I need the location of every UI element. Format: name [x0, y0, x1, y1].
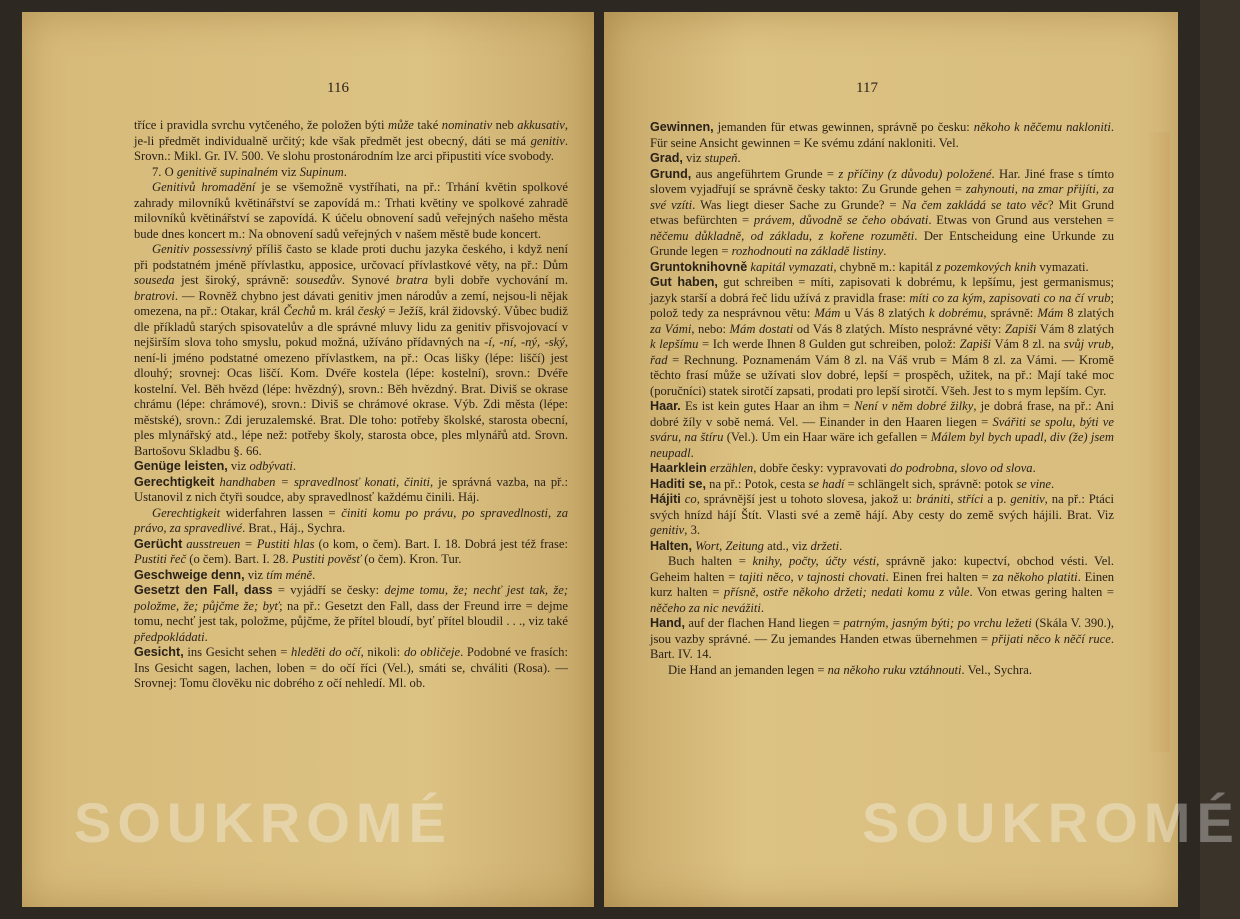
text-run: gut schreiben = míti, zapisovati k dobrému, k lepšímu, jest germanismus; jazyk starší a dobrá řeč lidu užívá z pravidla frase: — [650, 275, 1114, 305]
italic-text: právem, důvodně se čeho obávati — [753, 213, 929, 227]
text-run: . — [737, 151, 741, 165]
dictionary-entry — [650, 399, 1114, 461]
italic-text: na někoho ruku vztáhnouti — [827, 662, 962, 677]
italic-text: tím méně — [266, 567, 313, 582]
text-run: atd., viz — [763, 538, 811, 553]
italic-text: Genitiv possessivný — [152, 242, 252, 256]
italic-text: handhaben = spravedlnosť konati, činiti — [219, 474, 430, 489]
italic-text: přísně, ostře někoho držeti; nedati komu z vůle — [723, 585, 970, 599]
text-run: , je dobrá frase, na př.: Ani dobré žíly v sobě nemá. Vel. — Einander in den Haaren liegen = — [650, 399, 1114, 429]
text-run: viz — [682, 151, 705, 165]
headword: Gerücht — [134, 536, 183, 551]
text-run: 7. O — [152, 164, 177, 179]
text-run: , chybně m.: kapitál — [833, 259, 937, 274]
italic-text: přijati něco k něčí ruce — [991, 631, 1111, 646]
text-run: na př.: Potok, cesta — [706, 476, 809, 491]
dictionary-entry — [650, 120, 1114, 151]
headword: Gesicht, — [134, 645, 184, 659]
italic-text: odbývati — [249, 459, 293, 473]
italic-text: Wort, Zeitung — [695, 538, 764, 553]
dictionary-subentry — [650, 554, 1114, 616]
italic-text: souseda — [134, 273, 175, 287]
headword: Halten, — [650, 538, 692, 553]
text-run: Buch halten = — [668, 554, 753, 568]
italic-text: něčemu důkladně, od základu, z kořene rozuměti — [650, 228, 915, 243]
dictionary-entry — [650, 477, 1114, 493]
text-run: = Ježíš, král židovský. Vůbec budiž dle příkladů starých spisovatelův a dle správné mluvy lidu za genitiv přisvojovací v nejširším slova toho smyslu, pokud možná, užíváno přídavných na — [134, 304, 568, 349]
headword: Haarklein — [650, 461, 707, 475]
text-run: . — [292, 459, 296, 473]
italic-text: za Vámi — [650, 321, 692, 336]
book-gutter — [594, 12, 604, 907]
headword: Gruntoknihovně — [650, 259, 748, 274]
page-number: 116 — [327, 80, 349, 96]
text-run: příliš často se klade proti duchu jazyka českého, i když není při podstatném jméně přívlastku, apposice, určovací přívlastkové věty, na př.: Dům — [134, 242, 568, 272]
text-run: ; polož tedy za nesprávnou větu: — [650, 290, 1114, 320]
headword: Hand, — [650, 616, 685, 630]
dictionary-subentry — [650, 663, 1114, 679]
text-run: (Skála V. 390.), jsou vazby správné. — Zu jemandes Handen etwas übernehmen = — [650, 616, 1114, 646]
dictionary-entry — [650, 539, 1114, 555]
text-run: , je správná vazba, na př.: Ustanovil z nich čtyři soudce, aby spravedlnosť každému činili. Háj. — [134, 474, 569, 504]
text-run: . — [1050, 476, 1055, 491]
italic-text: bratra — [395, 273, 429, 287]
text-run: , správně: — [983, 306, 1038, 320]
italic-text: z pozemkových knih — [936, 259, 1037, 274]
watermark: SOUKROMÉ — [74, 791, 452, 854]
text-run: aus angeführtem Grunde = — [691, 166, 839, 181]
watermark: SOUKROMÉ — [862, 791, 1240, 854]
dictionary-entry — [650, 167, 1114, 260]
page-number: 117 — [856, 80, 878, 96]
italic-text: Málem byl bych upadl, div (že) jsem neupadl — [650, 430, 1114, 460]
headword: Hájiti — [650, 492, 681, 506]
italic-text: ausstreuen = Pustiti hlas — [186, 536, 315, 551]
italic-text: Zapiši — [959, 337, 992, 351]
italic-text: genitivě supinalném — [176, 164, 278, 179]
text-run: 8 zlatých — [1063, 306, 1115, 320]
italic-text: rozhodnouti na základě listiny — [731, 244, 884, 258]
italic-text: může — [387, 118, 414, 132]
text-run: viz — [244, 567, 267, 582]
italic-text: míti co za kým, zapisovati co na čí vrub — [909, 290, 1111, 305]
headword: Haar. — [650, 399, 681, 413]
text-run: jest široký, správně: — [174, 273, 296, 287]
italic-text: tajiti něco, v tajnosti chovati — [739, 569, 886, 584]
dictionary-entry — [650, 275, 1114, 399]
text-run: . Har. Jiné frase s tímto slovem vyjadřují se správně česky takto: Zu Grunde gehen = — [650, 166, 1115, 196]
italic-text: Není v něm dobré žilky — [853, 399, 974, 413]
italic-text: Čechů — [283, 304, 316, 318]
headword: Grad, — [650, 151, 683, 165]
text-run: ; na př.: Gesetzt den Fall, dass der Freund irre = dejme tomu, nechť jest tak, položme, půjčme, že přítel bloudí, byť přítel bloudil . . ., viz také — [134, 598, 569, 628]
italic-text: brániti, stříci — [916, 492, 984, 506]
italic-text: Mám dostati — [729, 321, 794, 336]
headword: Gesetzt den Fall, dass — [134, 583, 273, 597]
text-run: dobré, lepší — [827, 368, 888, 382]
text-run: je se všemožně vystříhati, na př.: Trhání květin spolkové zahrady milovníků květinářství se zapovídá m.: Trhati květiny ve spolkové zahradě milovníků květinářství se zapovídá. K účelu obnovení sadů veřejných našeho města bude dnes koncert m.: Na obnovení sadů veřejných v našem městě bude koncert. — [134, 180, 568, 241]
italic-text: -í, -ní, -ný, -ský — [484, 335, 565, 349]
text-run: . Bart. IV. 14. — [650, 631, 1114, 661]
italic-text: Zapiši — [1004, 321, 1037, 336]
text-run: . Brat., Háj., Sychra. — [242, 521, 346, 535]
text-run: . — [690, 445, 694, 460]
italic-text: Pustiti pověsť — [291, 552, 362, 566]
italic-text: stupeň — [704, 151, 738, 165]
italic-text: Mám — [1037, 306, 1064, 320]
text-run: m. král — [315, 304, 358, 318]
italic-text: Na čem zakládá se tato věc — [901, 197, 1048, 212]
text-column — [134, 118, 568, 692]
dictionary-entry — [134, 645, 568, 692]
italic-text: zahynouti, na zmar přijíti, za své vzíti — [650, 182, 1114, 212]
dictionary-entry — [650, 260, 1114, 276]
italic-text: do obličeje — [403, 645, 461, 659]
dictionary-entry — [650, 151, 1114, 167]
text-run: . — Rovněž chybno jest dávati genitiv jmen národův a zemí, nejsou-li nějak omezena, na př.: Otakar, král — [134, 288, 568, 318]
text-column — [650, 120, 1114, 678]
text-run: . Synové — [341, 273, 396, 287]
text-run: , nebo: — [691, 321, 730, 336]
text-run: . — [1032, 461, 1036, 475]
italic-text: něčeho za nic nevážiti — [650, 600, 761, 615]
dictionary-subentry — [134, 506, 568, 537]
text-run: u Vás 8 zlatých — [840, 306, 929, 320]
italic-text: někoho k něčemu nakloniti — [973, 120, 1111, 134]
text-run: Vám 8 zlatých — [1036, 321, 1114, 336]
text-run: . Srovn.: Mikl. Gr. IV. 500. Ve slohu prostonárodním lze arci připustiti více svobody. — [134, 133, 568, 163]
text-run: ins Gesicht sehen = — [183, 645, 291, 659]
text-run: . Für seine Ansicht gewinnen = Ke svému zdání nakloniti. Vel. — [650, 120, 1115, 150]
text-run: . — [760, 600, 765, 615]
text-run: vymazati. — [1036, 259, 1089, 274]
dictionary-entry — [650, 461, 1114, 477]
page-edge-shading — [1146, 132, 1170, 752]
text-run: , 3. — [684, 523, 701, 537]
italic-text: český — [357, 304, 386, 318]
italic-text: genitiv — [1010, 492, 1045, 506]
text-run: , je-li předmět individualně určitý; kde však předmět jest obecný, dáti se má — [134, 118, 569, 148]
text-run: byli dobře vychování m. — [428, 273, 568, 287]
text-run: (Vel.). Um ein Haar wäre ich gefallen = — [723, 430, 931, 444]
text-run: . — [839, 538, 843, 553]
headword: Genüge leisten, — [134, 459, 228, 473]
dictionary-entry — [650, 616, 1114, 663]
text-run: a p. — [983, 492, 1011, 506]
italic-text: k lepšímu — [650, 337, 699, 351]
text-run: , není-li jméno podstatné omezeno přívlastkem, na př.: Ocas lišky (lépe: liščí) jest dlouhý; srovnej: Ocas liščí. Kom. Dvéře kostela (lépe: kostelní), srovn.: Dvéře kostelní. Vel. Běh hvězd (lépe: hvězdný), srovn.: Běh hvězdný. Brat. Diviš se okrase chrámu (lépe: chrámové), srovn.: Diviš se chrámové okrase. Výb. Zdi města (lépe: městské), srovn.: Zdi jeruzalemské. Brat. Dle toho: potřeby školské, starosta obecní, ples mlynářský atd., lépe než: potřeby školy, starosta obce, ples mlynářů atd. Srovn. Bartošovu Skladbu §. 66. — [134, 335, 568, 458]
text-run: . Vel., Sychra. — [961, 662, 1032, 677]
italic-text: nominativ — [441, 118, 493, 132]
headword: Gerechtigkeit — [134, 474, 215, 489]
dictionary-entry — [134, 475, 568, 506]
italic-text: genitiv — [650, 523, 685, 537]
italic-text: patrným, jasným býti; po vrchu ležeti — [843, 616, 1032, 630]
text-run: Vám 8 zl. na — [991, 337, 1064, 351]
italic-text: řad — [650, 352, 668, 367]
italic-text: Supinum — [299, 164, 344, 179]
text-run: . — [204, 629, 208, 644]
italic-text: z příčiny (z důvodu) položené — [838, 166, 992, 181]
text-run: od Vás 8 zlatých. Místo nesprávné věty: — [793, 321, 1005, 336]
text-run: . Podobné ve frasích: Ins Gesicht sagen, lachen, loben = do očí říci (Vel.), smáti se, chváliti (Rosa). — Srovnej: Tomu člověku nic dobrého z očí nehledí. Ml. ob. — [134, 645, 568, 690]
text-run: . Einen frei halten = — [885, 569, 993, 584]
italic-text: Pustiti řeč — [134, 552, 187, 566]
italic-text: kapitál vymazati — [750, 259, 834, 274]
text-run: jemanden für etwas gewinnen, správně po česku: — [713, 120, 974, 134]
text-run: viz — [227, 459, 250, 473]
italic-text: Gerechtigkeit — [152, 505, 221, 520]
dictionary-entry — [134, 568, 568, 584]
text-run: . Was liegt dieser Sache zu Grunde? = — [692, 197, 902, 212]
italic-text: do podrobna, slovo od slova — [889, 461, 1033, 475]
text-run: , na př.: Ptáci svých hnízd hájí Štít. Vlasti své a země hájí. Aby cesty do země svých hájili. Brat. Viz — [650, 492, 1114, 522]
text-run: , — [1110, 337, 1114, 351]
text-run: . — [883, 244, 887, 258]
italic-text: co — [684, 492, 697, 506]
italic-text: erzählen — [709, 461, 754, 475]
text-run: = Rechnung. Poznamenám Vám 8 zl. na Váš vrub = Mám 8 zl. za Vámi. — Kromě těchto frasí může se užívati slov — [650, 352, 1114, 382]
text-run: . — [343, 164, 347, 179]
text-run: , nikoli: — [360, 645, 404, 659]
text-run: (o čem). Bart. I. 28. — [186, 552, 292, 566]
text-run: . Von etwas gering halten = — [969, 585, 1114, 599]
text-run: auf der flachen Hand liegen = — [684, 616, 844, 630]
headword: Grund, — [650, 166, 692, 181]
italic-text: Mám — [814, 306, 841, 320]
right-page — [604, 12, 1240, 907]
text-run: (o čem). Kron. Tur. — [361, 552, 462, 566]
headword: Gewinnen, — [650, 120, 714, 134]
dictionary-entry — [134, 537, 568, 568]
text-run: = vyjádří se česky: — [272, 583, 385, 597]
italic-text: Genitivů hromadění — [152, 180, 256, 194]
paragraph — [134, 165, 568, 181]
text-run: = schlängelt sich, správně: potok — [844, 476, 1017, 491]
text-run: . Einen kurz halten = — [650, 569, 1115, 599]
italic-text: Svářiti se spolu, býti ve sváru, na štíru — [650, 414, 1114, 444]
italic-text: knihy, počty, účty vésti — [752, 554, 877, 568]
text-run: tříce i pravidla svrchu vytčeného, že položen býti — [134, 118, 388, 132]
italic-text: svůj vrub — [1063, 337, 1111, 351]
text-run: Die Hand an jemanden legen = — [668, 662, 828, 677]
text-run: , dobře česky: vypravovati — [753, 461, 890, 475]
dictionary-entry — [134, 459, 568, 475]
text-run: viz — [277, 164, 300, 179]
dictionary-entry — [134, 583, 568, 645]
text-run: také — [413, 118, 442, 132]
italic-text: držeti — [810, 538, 840, 553]
italic-text: akkusativ — [517, 118, 565, 132]
italic-text: bratrovi — [134, 288, 175, 303]
headword: Geschweige denn, — [134, 567, 245, 582]
italic-text: hleděti do očí — [291, 645, 361, 659]
paragraph — [134, 242, 568, 459]
headword: Haditi se, — [650, 476, 706, 491]
text-run: . — [312, 567, 316, 582]
text-run: . Etwas von Grund aus verstehen = — [928, 213, 1114, 227]
italic-text: se vine — [1016, 476, 1051, 491]
italic-text: se hadí — [808, 476, 845, 491]
text-run: neb — [492, 118, 518, 132]
text-run: = prospěch, užitek, na př.: Mají také moc (poručníci) statek sirotčí zapsati, prodati pro lepší sirotčí. Všeh. Jest to s mym lepším. Cyr. — [650, 368, 1114, 398]
left-page — [22, 12, 594, 907]
paragraph — [134, 118, 568, 165]
italic-text: genitiv — [530, 133, 565, 148]
text-run: , správnější jest u tohoto slovesa, jakož u: — [696, 492, 917, 506]
italic-text: sousedův — [295, 273, 342, 287]
text-run: ? Mit Grund etwas befürchten = — [650, 197, 1114, 227]
italic-text: dejme tomu, že; nechť jest tak, že; položme, že; půjčme že; byť — [134, 583, 569, 613]
italic-text: činiti komu po právu, po spravedlnosti, za právo, za spravedlivé — [134, 505, 569, 535]
headword: Gut haben, — [650, 275, 718, 289]
text-run: = Ich werde Ihnen 8 Gulden gut schreiben, polož: — [698, 337, 960, 351]
text-run: widerfahren lassen = — [220, 505, 342, 520]
text-run: (o kom, o čem). Bart. I. 18. Dobrá jest též frase: — [314, 536, 568, 551]
italic-text: předpokládati — [134, 629, 205, 644]
text-run: . Der Entscheidung eine Urkunde zu Grunde legen = — [650, 228, 1115, 258]
text-run: , správně jako: kupectví, obchod vésti. Vel. Geheim halten = — [650, 554, 1114, 584]
paragraph — [134, 180, 568, 242]
italic-text: k dobrému — [928, 306, 984, 320]
dictionary-entry — [650, 492, 1114, 539]
text-run: Es ist kein gutes Haar an ihm = — [680, 399, 854, 413]
italic-text: za někoho platiti — [992, 569, 1078, 584]
